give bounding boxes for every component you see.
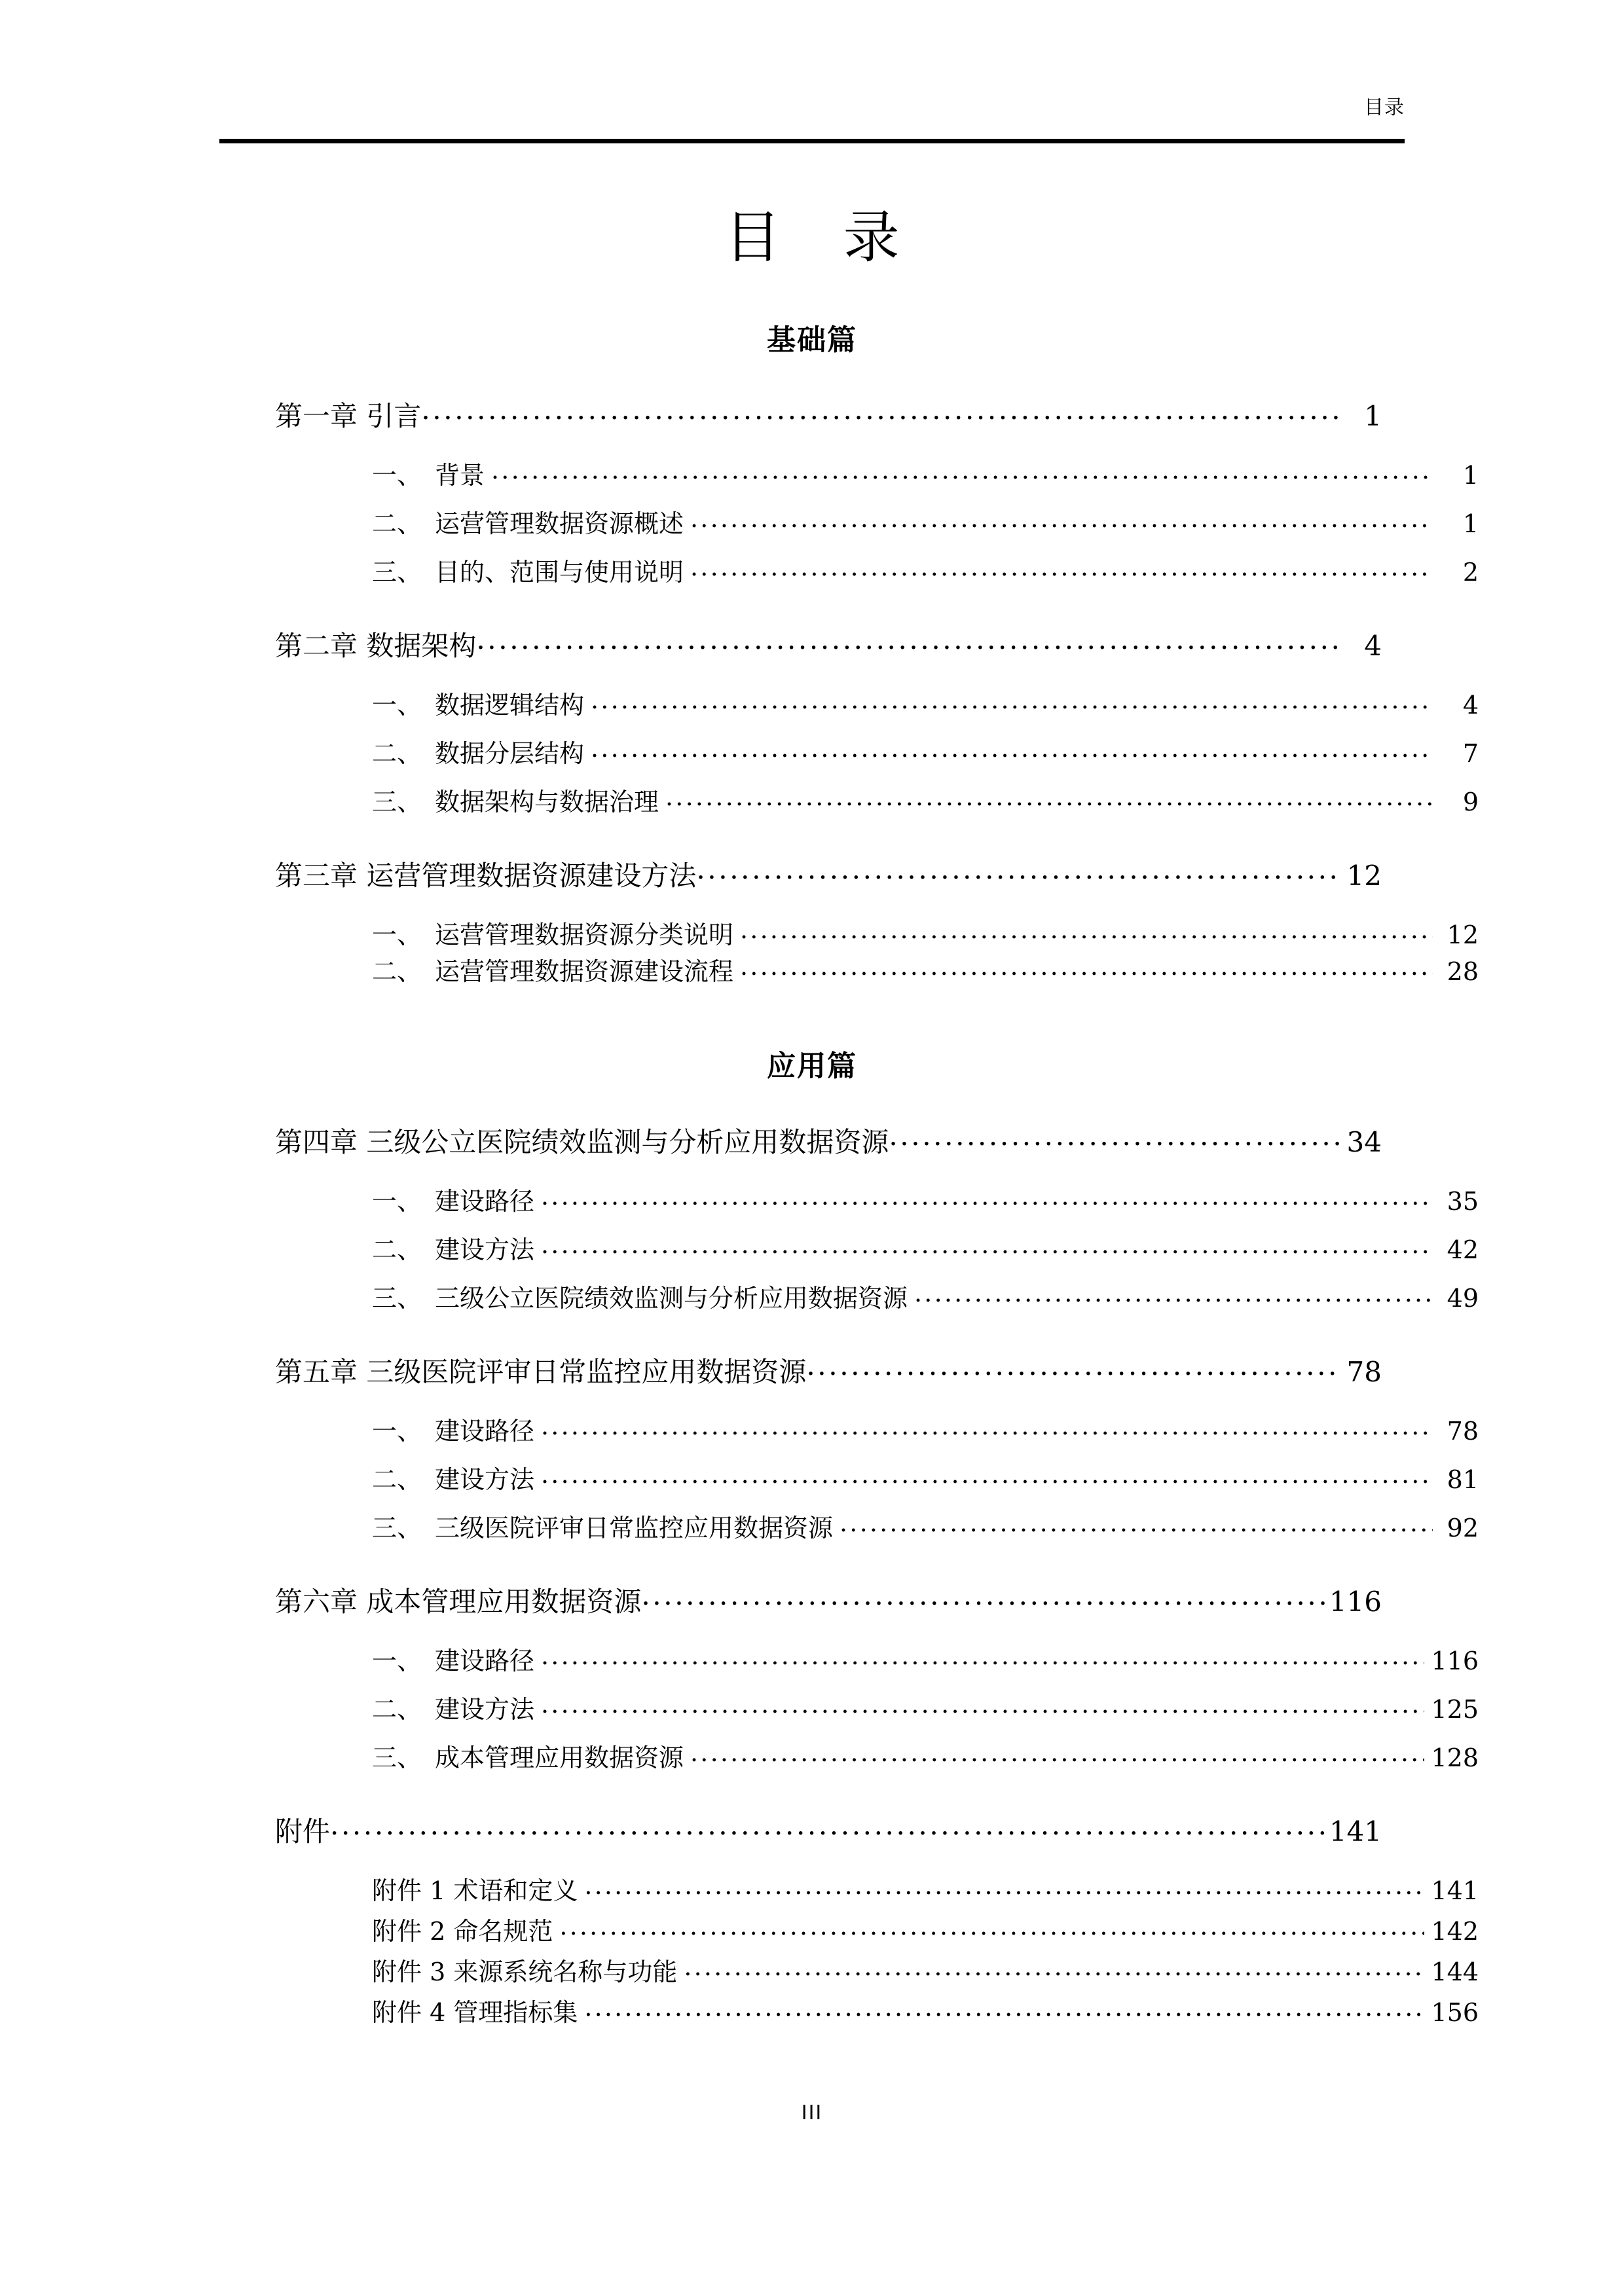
toc-dot-leader bbox=[840, 1512, 1433, 1537]
toc-entry-section[interactable] bbox=[275, 955, 1479, 984]
toc-entry-text: 附件 1 术语和定义 bbox=[372, 1876, 578, 1905]
toc-dot-leader bbox=[330, 1813, 1329, 1841]
toc-page-number: 142 bbox=[1431, 1917, 1479, 1946]
footer bbox=[0, 2102, 1624, 2124]
toc-page-number: 141 bbox=[1431, 1876, 1479, 1905]
footer-page-number: III bbox=[801, 2102, 823, 2124]
toc-entry-appendix-item[interactable] bbox=[275, 1996, 1479, 2025]
toc-entry-text: 运营管理数据资源概述 bbox=[435, 509, 684, 538]
toc-entry-number: 二、 bbox=[372, 1695, 422, 1724]
toc-entry-label: 附件 bbox=[275, 1815, 331, 1848]
toc-page-number: 2 bbox=[1462, 558, 1479, 587]
toc-entry-text: 成本管理应用数据资源 bbox=[435, 1743, 684, 1772]
toc-entry-text: 运营管理数据资源建设流程 bbox=[435, 957, 734, 986]
toc-entry-number: 二、 bbox=[372, 739, 422, 768]
page-title: 目 录 bbox=[724, 205, 922, 270]
toc-entry-text: 三级公立医院绩效监测与分析应用数据资源 bbox=[435, 1284, 908, 1313]
toc-page-number: 81 bbox=[1447, 1465, 1479, 1494]
toc-page-number: 116 bbox=[1431, 1647, 1479, 1675]
toc-entry-label bbox=[372, 1189, 534, 1214]
toc-entry-label bbox=[372, 511, 684, 536]
toc-content bbox=[275, 308, 1479, 2027]
toc-entry-label bbox=[372, 1516, 833, 1540]
toc-page-number: 156 bbox=[1431, 1998, 1479, 2027]
toc-page-number: 141 bbox=[1329, 1815, 1382, 1848]
toc-entry-section[interactable] bbox=[275, 1282, 1479, 1311]
toc-entry-chapter[interactable] bbox=[275, 1354, 1382, 1386]
toc-page-number: 4 bbox=[1462, 691, 1479, 720]
toc-dot-leader bbox=[806, 1354, 1340, 1381]
toc-dot-leader bbox=[665, 786, 1433, 811]
toc-entry-text: 附件 2 命名规范 bbox=[372, 1917, 553, 1946]
toc-entry-section[interactable] bbox=[275, 737, 1479, 766]
toc-entry-label bbox=[372, 1745, 684, 1770]
toc-entry-appendix-item[interactable] bbox=[275, 1874, 1479, 1903]
toc-entry-section[interactable] bbox=[275, 556, 1479, 585]
toc-entry-text: 建设路径 bbox=[435, 1417, 535, 1446]
toc-entry-label bbox=[372, 922, 733, 947]
toc-entry-text: 建设路径 bbox=[435, 1647, 535, 1675]
toc-entry-text: 数据分层结构 bbox=[435, 739, 585, 768]
toc-dot-leader bbox=[641, 1584, 1329, 1611]
running-header bbox=[219, 98, 1405, 118]
toc-entry-label bbox=[372, 1419, 534, 1444]
toc-entry-number: 一、 bbox=[372, 461, 422, 490]
toc-entry-label: 第五章 三级医院评审日常监控应用数据资源 bbox=[275, 1356, 807, 1388]
toc-entry-number: 三、 bbox=[372, 1514, 422, 1542]
toc-entry-label bbox=[372, 959, 733, 984]
toc-dot-leader bbox=[421, 398, 1340, 426]
toc-entry-section[interactable] bbox=[275, 1693, 1479, 1722]
toc-entry-text: 建设方法 bbox=[435, 1465, 535, 1494]
toc-dot-leader bbox=[690, 556, 1433, 581]
toc-entry-label bbox=[372, 1467, 534, 1492]
toc-page-number: 42 bbox=[1447, 1235, 1479, 1264]
toc-entry-number: 一、 bbox=[372, 1417, 422, 1446]
toc-entry-section[interactable] bbox=[275, 459, 1479, 488]
toc-page-number: 9 bbox=[1462, 788, 1479, 816]
toc-entry-number: 三、 bbox=[372, 788, 422, 816]
toc-entry-section[interactable] bbox=[275, 1741, 1479, 1770]
toc-page-number: 12 bbox=[1346, 860, 1382, 892]
toc-entry-number: 三、 bbox=[372, 1743, 422, 1772]
toc-page-number: 1 bbox=[1364, 400, 1382, 432]
toc-entry-section[interactable] bbox=[275, 507, 1479, 536]
toc-entry-section[interactable] bbox=[275, 1415, 1479, 1444]
toc-dot-leader bbox=[740, 919, 1433, 943]
toc-entry-text: 目的、范围与使用说明 bbox=[435, 558, 684, 587]
toc-entry-section[interactable] bbox=[275, 919, 1479, 947]
toc-entry-section[interactable] bbox=[275, 1233, 1479, 1262]
toc-entry-label: 第四章 三级公立医院绩效监测与分析应用数据资源 bbox=[275, 1126, 889, 1158]
toc-dot-leader bbox=[889, 1124, 1340, 1152]
toc-entry-label: 第三章 运营管理数据资源建设方法 bbox=[275, 860, 697, 892]
toc-dot-leader bbox=[541, 1185, 1433, 1210]
toc-entry-text: 附件 3 来源系统名称与功能 bbox=[372, 1958, 678, 1986]
toc-entry-number: 一、 bbox=[372, 1647, 422, 1675]
toc-entry-chapter[interactable] bbox=[275, 1584, 1382, 1616]
toc-entry-label bbox=[372, 1649, 534, 1673]
toc-page-number: 12 bbox=[1447, 920, 1479, 949]
toc-entry-text: 三级医院评审日常监控应用数据资源 bbox=[435, 1514, 834, 1542]
toc-dot-leader bbox=[491, 459, 1433, 484]
toc-entry-label bbox=[372, 790, 659, 814]
toc-dot-leader bbox=[914, 1282, 1433, 1307]
toc-entry-label bbox=[372, 1237, 534, 1262]
toc-entry-section[interactable] bbox=[275, 1185, 1479, 1214]
toc-entry-appendix-item[interactable] bbox=[275, 1915, 1479, 1944]
toc-dot-leader bbox=[476, 628, 1340, 655]
toc-dot-leader bbox=[696, 858, 1340, 885]
toc-page-number: 78 bbox=[1346, 1356, 1382, 1388]
toc-dot-leader bbox=[591, 689, 1433, 714]
toc-dot-leader bbox=[690, 1741, 1424, 1766]
toc-entry-text: 运营管理数据资源分类说明 bbox=[435, 920, 734, 949]
part-heading-basic: 基础篇 bbox=[767, 323, 857, 357]
toc-page-number: 78 bbox=[1447, 1417, 1479, 1446]
header-divider bbox=[219, 139, 1405, 143]
toc-entry-text: 建设方法 bbox=[435, 1695, 535, 1724]
toc-entry-text: 建设方法 bbox=[435, 1235, 535, 1264]
toc-page-number: 1 bbox=[1462, 461, 1479, 490]
toc-dot-leader bbox=[584, 1874, 1424, 1899]
toc-entry-chapter[interactable] bbox=[275, 858, 1382, 890]
toc-entry-number: 二、 bbox=[372, 1465, 422, 1494]
toc-entry-appendix-item[interactable] bbox=[275, 1956, 1479, 1984]
toc-entry-section[interactable] bbox=[275, 1463, 1479, 1492]
toc-entry-section[interactable] bbox=[275, 689, 1479, 718]
toc-entry-text: 背景 bbox=[435, 461, 485, 490]
toc-entry-number: 一、 bbox=[372, 920, 422, 949]
running-header-title: 目录 bbox=[1364, 96, 1405, 119]
toc-entry-number: 二、 bbox=[372, 509, 422, 538]
toc-entry-text: 数据架构与数据治理 bbox=[435, 788, 659, 816]
toc-page-number: 4 bbox=[1364, 630, 1382, 662]
toc-entry-number: 三、 bbox=[372, 558, 422, 587]
toc-dot-leader bbox=[541, 1233, 1433, 1258]
toc-page-number: 49 bbox=[1447, 1284, 1479, 1313]
toc-page-number: 144 bbox=[1431, 1958, 1479, 1986]
toc-page-number: 28 bbox=[1447, 957, 1479, 986]
part-heading-applied: 应用篇 bbox=[767, 1049, 857, 1083]
toc-entry-text: 附件 4 管理指标集 bbox=[372, 1998, 578, 2027]
toc-entry-text: 数据逻辑结构 bbox=[435, 691, 585, 720]
toc-page-number: 35 bbox=[1447, 1187, 1479, 1216]
toc-dot-leader bbox=[584, 1996, 1424, 2021]
toc-entry-label: 第六章 成本管理应用数据资源 bbox=[275, 1586, 642, 1618]
toc-entry-section[interactable] bbox=[275, 1512, 1479, 1540]
toc-entry-number: 三、 bbox=[372, 1284, 422, 1313]
toc-dot-leader bbox=[541, 1645, 1424, 1669]
toc-page-number: 116 bbox=[1329, 1586, 1382, 1618]
toc-page-number: 34 bbox=[1346, 1126, 1382, 1158]
toc-entry-number: 一、 bbox=[372, 691, 422, 720]
toc-entry-section[interactable] bbox=[275, 1645, 1479, 1673]
toc-page-number: 1 bbox=[1462, 509, 1479, 538]
toc-dot-leader bbox=[559, 1915, 1424, 1940]
toc-entry-section[interactable] bbox=[275, 786, 1479, 814]
toc-entry-label bbox=[372, 1697, 534, 1722]
toc-entry-chapter[interactable] bbox=[275, 628, 1382, 660]
toc-entry-chapter[interactable] bbox=[275, 398, 1382, 430]
toc-dot-leader bbox=[541, 1415, 1433, 1440]
toc-dot-leader bbox=[684, 1956, 1424, 1980]
toc-entry-appendix[interactable] bbox=[275, 1813, 1382, 1846]
toc-entry-text: 建设路径 bbox=[435, 1187, 535, 1216]
toc-dot-leader bbox=[740, 955, 1433, 980]
toc-page-number: 7 bbox=[1462, 739, 1479, 768]
toc-entry-number: 一、 bbox=[372, 1187, 422, 1216]
toc-entry-label bbox=[372, 463, 485, 488]
toc-dot-leader bbox=[591, 737, 1433, 762]
toc-entry-chapter[interactable] bbox=[275, 1124, 1382, 1156]
toc-entry-label: 第一章 引言 bbox=[275, 400, 422, 432]
toc-page-number: 128 bbox=[1431, 1743, 1479, 1772]
toc-entry-number: 二、 bbox=[372, 1235, 422, 1264]
toc-dot-leader bbox=[541, 1693, 1424, 1718]
toc-dot-leader bbox=[541, 1463, 1433, 1488]
toc-entry-number: 二、 bbox=[372, 957, 422, 986]
toc-dot-leader bbox=[690, 507, 1433, 532]
toc-entry-label bbox=[372, 1286, 908, 1311]
toc-entry-label: 第二章 数据架构 bbox=[275, 630, 477, 662]
toc-page-number: 125 bbox=[1431, 1695, 1479, 1724]
toc-page-number: 92 bbox=[1447, 1514, 1479, 1542]
toc-entry-label bbox=[372, 560, 684, 585]
toc-entry-label bbox=[372, 693, 584, 718]
toc-entry-label bbox=[372, 741, 584, 766]
